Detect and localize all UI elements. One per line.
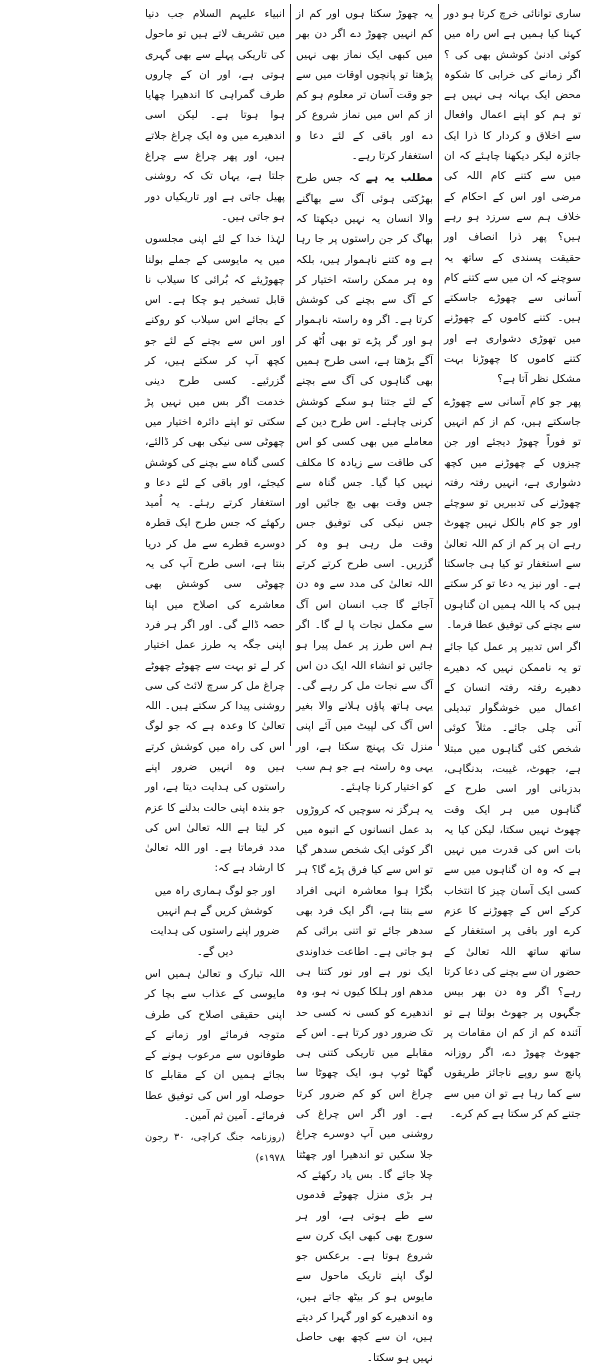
text-column-3 xyxy=(140,4,290,1164)
paragraph: اگر اس تدبیر پر عمل کیا جائے تو یہ ناممکن نہیں کہ دھیرے دھیرے رفتہ رفتہ انسان کے اعمال میں خوشگوار تبدیلی آنی چلی جائے۔ مثلاً کوئی شخص کئی گناہوں میں مبتلا ہے، جھوٹ، غیبت، بدنگاہی، بدزبانی اور اسی طرح کے گناہوں میں ہر ایک وقت چھوٹ نہیں سکتا، لیکن کیا یہ بات اس کی قدرت میں نہیں ہے کہ وہ ان گناہوں میں سے کسی ایک آسان چیز کا انتخاب کرکے اس کے چھوڑنے کا عزم کرے اور باقی پر استغفار کے ساتھ ساتھ اللہ تعالیٰ کے حضور ان سے بچنے کی دعا کرتا رہے؟ اگر وہ دن بھر بیس جگہوں پر جھوٹ بولتا ہے تو آئندہ کم از کم ان مقامات پر جھوٹ چھوڑ دے، اگر روزانہ پانچ سو روپے ناجائز طریقوں سے کما رہا ہے تو ان میں سے جتنے کم کر سکتا ہے کم کرے۔ xyxy=(444,641,581,1121)
text-column-2 xyxy=(291,4,438,1364)
paragraph: ساری توانائی خرچ کرتا ہو دور کہنا کیا ہمیں ہے اس راہ میں کوئی ادنیٰ کوشش بھی کی ؟ اگر زمانے کی خرابی کا شکوہ محض ایک بہانہ ہی نہیں ہے تو ہم کو اپنے اعمال وافعال سے اخلاق و کردار کا ذرا ایک جائزہ لیکر دیکھنا چاہئے کہ ان میں سے کتنے کام اللہ کی مرضی اور اس کے احکام کے خلاف ہم سے سرزد ہو رہے ہیں؟ پھر ذرا انصاف اور حقیقت پسندی کے ساتھ یہ سوچنے کہ ان میں سے کتنے کام آسانی سے چھوڑے جاسکتے ہیں۔ کتنے کاموں کے چھوڑنے میں تھوڑی دشواری ہے اور کتنے کاموں کا چھوڑنا بہت مشکل نظر آتا ہے؟ xyxy=(444,8,581,386)
quranic-quote: اور جو لوگ ہماری راہ میں کوشش کریں گے ہم انہیں ضرور اپنے راستوں کی ہدایت دیں گے۔ xyxy=(150,884,280,958)
source-citation: (روزنامہ جنگ کراچی، ۳۰ رجون ۱۹۷۸ء) xyxy=(145,1132,285,1164)
paragraph: انبیاء علیہم السلام جب دنیا میں تشریف لاتے ہیں تو ماحول کی تاریکی پہلے سے بھی گہری ہوتی ہے، اور ان کے چاروں طرف گمراہی کا اندھیرا چھایا ہوا ہوتا ہے۔ لیکن اسی اندھیرے میں وہ ایک چراغ جلاتے ہیں، اور پھر چراغ سے چراغ جلتا ہے، یہاں تک کہ روشنی پھیل جاتی ہے اور تاریکیاں دور ہو جاتی ہیں۔ xyxy=(145,8,285,223)
section-heading: مطلب یہ ہے xyxy=(365,172,433,185)
paragraph: یہ چھوڑ سکتا ہوں اور کم از کم انہیں چھوڑ دے اگر دن بھر میں کبھی ایک نماز بھی نہیں پڑھتا تو پانچوں اوقات میں سے جو وقت آسان تر معلوم ہو کم از کم اس میں نماز شروع کر دے اور باقی کے لئے دعا و استغفار کرتا رہے۔ xyxy=(296,8,433,163)
paragraph: اللہ تبارک و تعالیٰ ہمیں اس مایوسی کے عذاب سے بچا کر اپنی حقیقی اصلاح کی طرف متوجہ فرمائے اور زمانے کے طوفانوں سے مرعوب ہونے کے بجائے ہمیں ان کے مقابلے کا حوصلہ اور اس کی توفیق عطا فرمائے۔ آمین ثم آمین۔ xyxy=(145,967,285,1123)
paragraph: پھر جو کام آسانی سے چھوڑے جاسکتے ہیں، کم از کم انہیں تو فوراً چھوڑ دیجئے اور جن چیزوں کے چھوڑنے میں کچھ دشواری ہے، انہیں رفتہ رفتہ چھوڑنے کی تدبیریں تو سوچئے اور جو کام بالکل نہیں چھوٹ رہے ان پر کم از کم اللہ تعالیٰ سے استغفار تو کیا ہی جاسکتا ہے۔ اور نیز یہ دعا تو کر سکتے ہیں کہ یا اللہ ہمیں ان گناہوں سے بچنے کی توفیق عطا فرما۔ xyxy=(444,395,581,631)
paragraph: لہٰذا خدا کے لئے اپنی مجلسوں میں یہ مایوسی کے جملے بولنا چھوڑیئے کہ بُرائی کا سیلاب نا قابل تسخیر ہو چکا ہے۔ اس کے بجائے اس سیلاب کو روکنے اور اس سے بچنے کے لئے جو کچھ آپ کر سکتے ہیں، کر گزرئیے۔ کسی طرح دینی خدمت اگر بس میں نہیں پڑ سکتی تو اپنے دائرہ اختیار میں چھوٹی سی نیکی بھی کر ڈالئے، کسی گناہ سے بچنے کی کوشش کیجئے، اور باقی کے لئے دعا و استغفار کرتے رہئے۔ یہ اُمید رکھئے کہ جس طرح ایک قطرہ دوسرے قطرے سے مل کر دریا بنتا ہے، اسی طرح آپ کی یہ چھوٹی سی کوشش بھی معاشرے کی اصلاح میں اپنا حصہ ڈالے گی۔ اور اگر ہر فرد اپنی جگہ یہ طرز عمل اختیار کر لے تو بہت سے چھوٹے چھوٹے چراغ مل کر سرچ لائٹ کی سی روشنی پیدا کر سکتے ہیں۔ اللہ تعالیٰ کا وعدہ ہے کہ جو لوگ اس کی راہ میں کوشش کرتے ہیں وہ انہیں ضرور اپنے راستوں کی ہدایت دیتا ہے، اور جو بندہ اپنی حالت بدلنے کا عزم کر لیتا ہے اللہ تعالیٰ اس کی مدد فرماتا ہے۔ اور اللہ تعالیٰ کا ارشاد ہے کہ: xyxy=(145,233,285,875)
text-column-1 xyxy=(439,4,586,1121)
paragraph: یہ ہرگز نہ سوچیں کہ کروڑوں بد عمل انسانوں کے انبوہ میں اگر کوئی ایک شخص سدھر گیا تو اس سے کیا فرق پڑے گا؟ ہر بگڑا ہوا معاشرہ انہی افراد سے بنتا ہے، اگر ایک فرد بھی سدھر جائے تو اتنی برائی کم ہو جاتی ہے۔ اطاعت خداوندی ایک نور ہے اور نور کتنا ہی مدھم اور ہلکا کیوں نہ ہو، وہ اندھیرے کو کسی نہ کسی حد تک ضرور دور کرتا ہے۔ اس کے مقابلے میں تاریکی کتنی ہی گھٹا ٹوپ ہو، ایک چھوٹا سا چراغ اس کو کم ضرور کرتا ہے۔ اور اگر اس چراغ کی روشنی میں آپ دوسرے چراغ جلا سکیں تو اندھیرا اور چھٹتا چلا جائے گا۔ بس یاد رکھئے کہ ہر بڑی منزل چھوٹے قدموں سے طے ہوتی ہے، اور ہر سورج بھی کبھی ایک کرن سے شروع ہوتا ہے۔ برعکس جو لوگ اپنے تاریک ماحول سے مایوس ہو کر بیٹھ جاتے ہیں، وہ اندھیرے کو اور گہرا کر دیتے ہیں، ان سے کچھ بھی حاصل نہیں ہو سکتا۔ xyxy=(296,803,433,1364)
paragraph: کہ جس طرح بھڑکتی ہوئی آگ سے بھاگنے والا انسان یہ نہیں دیکھتا کہ بھاگ کر جن راستوں پر جا رہا ہے وہ کتنے ناہموار ہیں، بلکہ وہ ہر ممکن راستہ اختیار کر کے آگ سے بچنے کی کوشش کرتا ہے۔ اگر وہ راستہ ناہموار ہو اور گر پڑے تو بھی اُٹھ کر آگے بڑھتا ہے، اسی طرح ہمیں بھی گناہوں کی آگ سے بچنے کے لئے جتنا ہو سکے کوشش کرنی چاہئے۔ اس طرح دین کے معاملے میں بھی کسی کو اس کی طاقت سے زیادہ کا مکلف نہیں کیا گیا۔ جس گناہ سے جس وقت بھی بچ جائیں اور جس نیکی کی توفیق جس وقت مل رہی ہو وہ کر گزریں۔ اسی طرح کرتے کرتے اللہ تعالیٰ کی مدد سے وہ دن آجائے گا جب انسان اس آگ سے مکمل نجات پا لے گا۔ اگر ہم اس طرز پر عمل پیرا ہو جائیں تو انشاء اللہ ایک دن اس آگ سے نجات مل کر رہے گی۔ یہی ہاتھ پاؤں ہلانے والا بغیر اس آگ کی لپیٹ میں آئے اپنی منزل تک پہنچ سکتا ہے، اور یہی وہ راستہ ہے جو ہم سب کو اختیار کرنا چاہئے۔ xyxy=(296,172,433,794)
